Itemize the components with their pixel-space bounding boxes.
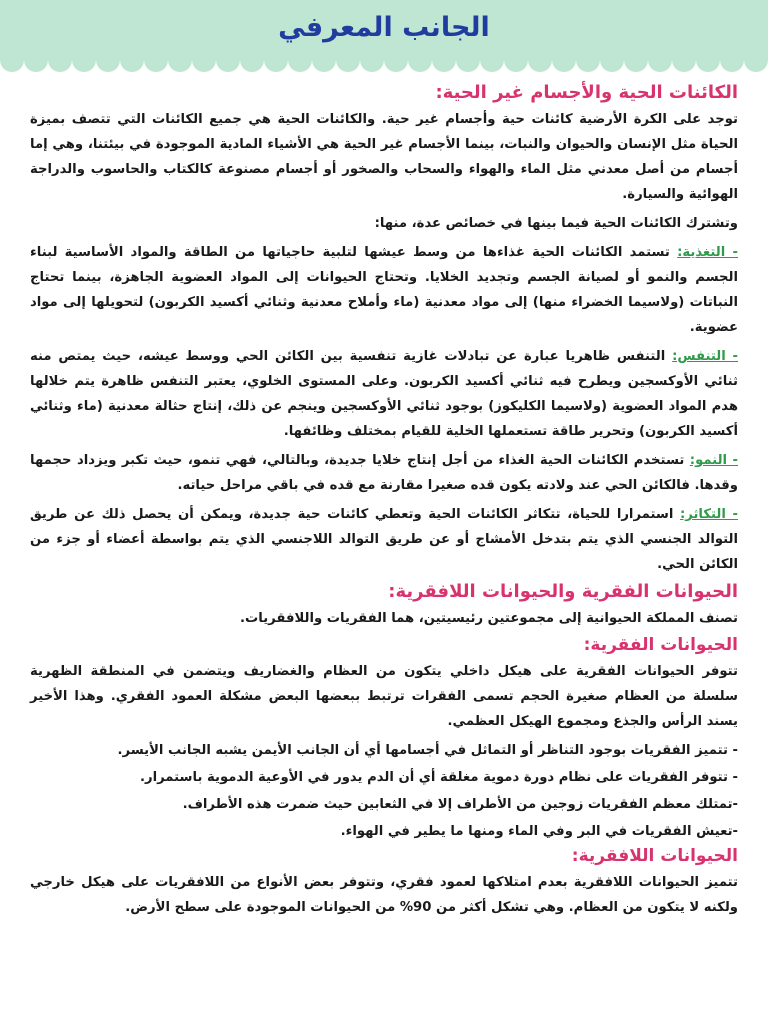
banner-scallop <box>216 48 240 72</box>
banner-scallop <box>144 48 168 72</box>
paragraph-invertebrates: تتميز الحيوانات اللافقرية بعدم امتلاكها لعمود فقري، وتتوفر بعض الأنواع من اللافقريات على هيكل خارجي ولكنه لا يتكون من العظام. وهي تشكل أكثر من 90% من الحيوانات الموجودة على سطح الأرض. <box>30 875 738 915</box>
banner-scallop <box>456 48 480 72</box>
banner-scallop <box>96 48 120 72</box>
document-body <box>30 82 738 924</box>
banner-scallop <box>504 48 528 72</box>
banner-scallop <box>600 48 624 72</box>
page-title: الجانب المعرفي <box>278 12 490 43</box>
banner-scallop <box>384 48 408 72</box>
subheading-invertebrates: الحيوانات اللافقرية: <box>571 846 738 866</box>
trait-reproduction <box>30 502 738 577</box>
banner-scallop <box>360 48 384 72</box>
section-heading-living-nonliving: الكائنات الحية والأجسام غير الحية: <box>435 82 738 103</box>
banner-scallop <box>672 48 696 72</box>
banner-scallop <box>408 48 432 72</box>
trait-term: - التنفس: <box>672 349 738 364</box>
banner-scallop <box>528 48 552 72</box>
banner-scallop <box>288 48 312 72</box>
trait-growth <box>30 448 738 498</box>
banner-scallop <box>24 48 48 72</box>
banner-scallop <box>72 48 96 72</box>
trait-text: تستمد الكائنات الحية غذاءها من وسط عيشها لتلبية حاجياتها من الطاقة والمواد الأساسية لبناء الجسم والنمو أو لصيانة الجسم وتجديد الخلايا. وتحتاج الحيوانات إلى المواد العضوية الجاهزة، بينما تحتاج النباتات (ولاسيما الخضراء منها) إلى مواد معدنية (ماء وأملاح معدنية وثنائي أكسيد الكربون) لتحويلها إلى مواد عضوية. <box>30 245 738 335</box>
banner-scallop <box>624 48 648 72</box>
banner-scallop <box>312 48 336 72</box>
section-heading-vertebrates-invertebrates: الحيوانات الفقرية والحيوانات اللافقرية: <box>388 581 738 602</box>
banner-scallop <box>720 48 744 72</box>
trait-term: - التكاثر: <box>679 507 738 522</box>
vertebrate-point: - تتميز الفقريات بوجود التناظر أو التماثل في أجسامها أي أن الجانب الأيمن يشبه الجانب الأيسر. <box>117 743 738 758</box>
banner-scallop <box>120 48 144 72</box>
paragraph-intro: توجد على الكرة الأرضية كائنات حية وأجسام غير حية. والكائنات الحية هي جميع الكائنات التي تتصف بميزة الحياة مثل الإنسان والحيوان والنبات، بينما الأجسام غير الحية هي الأشياء المادية الموجودة في بيئتنا، وهي إما أجسام من أصل معدني مثل الماء والهواء والسحاب والصخور أو أجسام مصنوعة كالكتاب والحاسوب والدراجة الهوائية والسيارة. <box>30 112 738 202</box>
subheading-vertebrates: الحيوانات الفقرية: <box>583 635 738 655</box>
banner-scallop <box>576 48 600 72</box>
trait-nutrition <box>30 240 738 340</box>
banner-scallop <box>744 48 768 72</box>
banner-scallop <box>696 48 720 72</box>
banner-scallop <box>192 48 216 72</box>
banner-scallop <box>648 48 672 72</box>
trait-respiration <box>30 344 738 444</box>
banner-scallop <box>552 48 576 72</box>
banner-scallop <box>0 48 24 72</box>
banner-scallop <box>336 48 360 72</box>
header-banner <box>0 0 768 78</box>
trait-term: - النمو: <box>689 453 738 468</box>
vertebrate-point: -تمتلك معظم الفقريات زوجين من الأطراف إلا في الثعابين حيث ضمرت هذه الأطراف. <box>182 797 738 812</box>
trait-text: استمرارا للحياة، تتكاثر الكائنات الحية وتعطي كائنات حية جديدة، ويمكن أن يحصل ذلك عن طريق التوالد الجنسي الذي يتم بتدخل الأمشاج أو عن طريق التوالد اللاجنسي الذي يتم بواسطة أعضاء أو جزء من الكائن الحي. <box>30 507 738 572</box>
banner-scallop <box>264 48 288 72</box>
paragraph-classification: تصنف المملكة الحيوانية إلى مجموعتين رئيسيتين، هما الفقريات واللافقريات. <box>240 611 738 626</box>
vertebrate-point: - تتوفر الفقريات على نظام دورة دموية مغلقة أي أن الدم يدور في الأوعية الدموية باستمرار. <box>139 770 738 785</box>
paragraph-shared-traits: وتشترك الكائنات الحية فيما بينها في خصائص عدة، منها: <box>374 216 738 231</box>
vertebrate-point: -تعيش الفقريات في البر وفي الماء ومنها ما يطير في الهواء. <box>340 824 738 839</box>
banner-scallop <box>48 48 72 72</box>
trait-text: التنفس ظاهريا عبارة عن تبادلات غازية تنفسية بين الكائن الحي ووسط عيشه، حيث يمتص منه ثنائي الأوكسجين ويطرح فيه ثنائي أكسيد الكربون. وعلى المستوى الخلوي، يعتبر التنفس ظاهرة يتم خلالها هدم المواد العضوية (ولاسيما الكليكوز) بوجود ثنائي الأوكسجين وينجم عن ذلك، إنتاج حثالة معدنية (ماء وثنائي أكسيد الكربون) وتحرير طاقة تستعملها الخلية للقيام بمختلف وظائفها. <box>30 349 738 439</box>
trait-term: - التغذية: <box>677 245 738 260</box>
banner-scallop <box>432 48 456 72</box>
banner-scallop <box>480 48 504 72</box>
banner-scallop <box>240 48 264 72</box>
paragraph-vertebrates: تتوفر الحيوانات الفقرية على هيكل داخلي يتكون من العظام والغضاريف ويتضمن في المنطقة الظهرية سلسلة من العظام صغيرة الحجم تسمى الفقرات ترتبط ببعضها البعض مشكلة العمود الفقري. وهذا الأخير يسند الرأس والجذع ومجموع الهيكل العظمي. <box>30 664 738 729</box>
trait-text: تستخدم الكائنات الحية الغذاء من أجل إنتاج خلايا جديدة، وبالتالي، فهي تنمو، حيث تكبر ويزداد حجمها وقدها. فالكائن الحي عند ولادته يكون قده صغيرا مقارنة مع قده في باقي مراحل حياته. <box>30 453 738 493</box>
banner-scallop <box>168 48 192 72</box>
